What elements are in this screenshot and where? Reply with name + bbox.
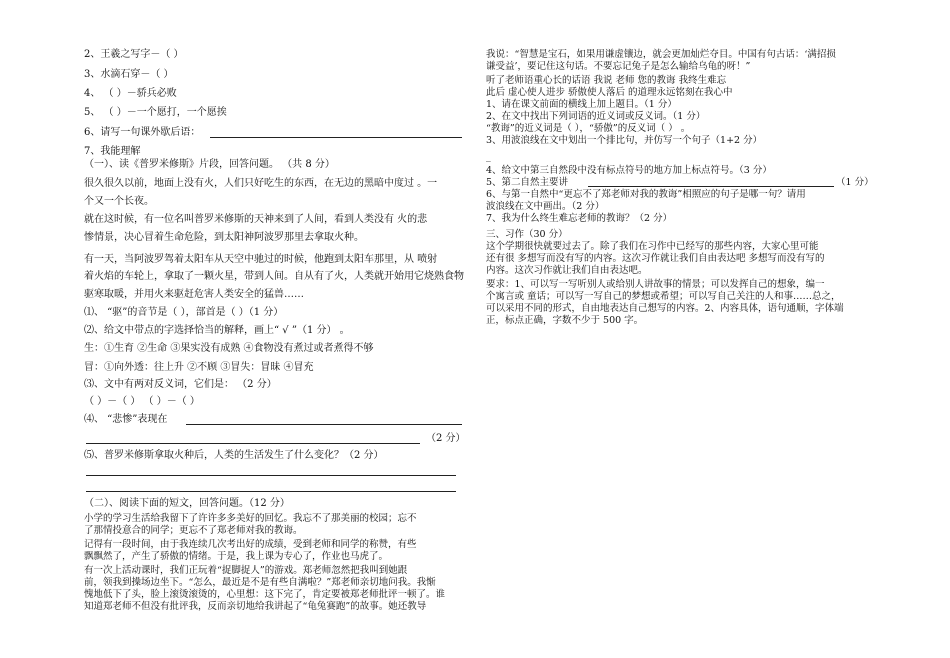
left-line: 个又一个长夜。 [84, 196, 154, 207]
left-line: 3、水滴石穿－（ ） [84, 69, 174, 80]
right-line: 个寓言或 童话；可以写一写自己的梦想或希望；可以写自己关注的人和事……总之， [486, 291, 841, 302]
right-line: 波浪线在文中画出。（2 分） [486, 201, 605, 212]
right-line: （1 分） [836, 177, 874, 188]
left-line: 驱寒取暖，并用火来驱赶危害人类安全的猛兽…… [84, 289, 304, 300]
left-line: 就在这时候，有一位名叫普罗米修斯的天神来到了人间，看到人类没有 火的悲 [84, 214, 428, 225]
left-line: ⑶、文中有两对反义词，它们是： （2 分） [84, 379, 277, 390]
right-line: 6、与第一自然中“更忘不了郑老师对我的教诲”相照应的句子是哪一句？请用 [486, 189, 806, 200]
left-line: 5、 （ ）－一个愿打，一个愿挨 [84, 107, 227, 118]
left-line: 知道郑老师不但没有批评我，反而亲切地给我讲起了“龟兔赛跑”的故事。她还教导 [84, 601, 427, 612]
right-line: 听了老师语重心长的话语 我说 老师 您的教诲 我终生难忘 [486, 75, 727, 86]
left-line: 7、我能理解 [84, 146, 141, 157]
left-line: ⑸、普罗米修斯拿取火种后，人类的生活发生了什么变化？（2 分） [84, 450, 384, 461]
right-line: _ [486, 151, 491, 162]
left-line: 愧地低下了头，脸上滚烫滚烫的，心里想：这下完了，肯定要被郑老师批评一顿了。谁 [84, 589, 446, 600]
right-line: 此后 虚心使人进步 骄傲使人落后 的道理永远铭刻在我心中 [486, 87, 733, 98]
left-line: 有一次上活动课时，我们正玩着“捉脚捉人”的游戏。郑老师忽然把我叫到她跟 [84, 565, 408, 576]
left-line: （二）、阅读下面的短文，回答问题。（12 分） [84, 498, 290, 509]
right-line: 内容。这次习作就让我们自由表达吧。 [486, 265, 648, 276]
left-line: 2、王羲之写字－（ ） [84, 49, 184, 60]
left-line: 小学的学习生活给我留下了许许多多美好的回忆。我忘不了那美丽的校园；忘不 [84, 513, 417, 524]
answer-line-4-b [86, 443, 420, 444]
right-line: 1、请在课文前面的横线上加上题目。（1 分） [486, 99, 677, 110]
right-line: 7、我为什么终生难忘老师的教诲？（2 分） [486, 213, 673, 224]
right-line: 2、在文中找出下列词语的近义词或反义词。（1 分） [486, 111, 706, 122]
left-line: （ ）－（ ） （ ）－（ ） [84, 396, 200, 407]
right-line: 我说：“智慧是宝石，如果用谦虚镶边，就会更加灿烂夺目。中国有句古话：‘满招损 [486, 49, 836, 60]
right-line: 正，标点正确，字数不少于 500 字。 [486, 315, 644, 326]
left-line: 前，领我到操场边坐下。“怎么，最近是不是有些自满啦？”郑老师亲切地问我。我惭 [84, 577, 436, 588]
left-line: 4、 （ ）－骄兵必败 [84, 88, 177, 99]
answer-line-5-a [86, 475, 456, 476]
left-line: 飘飘然了，产生了骄傲的情绪。于是，我上课为专心了，作业也马虎了。 [84, 551, 389, 562]
answer-line-r5 [588, 186, 834, 187]
right-line: 可以采用不同的形式，自由地表达自己想写的内容。2、内容具体，语句通顺，字体端 [486, 303, 844, 314]
right-line: 谦受益’，要记住这句话。不要忘记兔子是怎么输给乌龟的呀！” [486, 61, 751, 72]
left-line: 了那情投意合的同学；更忘不了郑老师对我的教诲。 [84, 525, 303, 536]
left-line: ⑵、给文中带点的字选择恰当的解释，画上“ √ ”（1 分） 。 [84, 325, 350, 336]
left-line: ⑴、 “驱”的音节是（ ），部首是（ ）（1 分） [84, 307, 284, 318]
answer-line-4-a [186, 424, 462, 425]
left-line: 有一天，当阿波罗驾着太阳车从天空中驰过的时候，他跑到太阳车那里，从 喷射 [84, 254, 438, 265]
left-line: 惨情景，决心冒着生命危险，到太阳神阿波罗那里去拿取火种。 [84, 232, 364, 243]
answer-line-q6 [210, 137, 462, 138]
right-line: 3、用波浪线在文中划出一个排比句，并仿写一个句子（1+2 分） [486, 135, 763, 146]
right-line: “教诲”的近义词是（ ），“骄傲”的反义词（ ） 。 [486, 123, 691, 134]
left-line: （一）、读《普罗米修斯》片段，回答问题。 （共 8 分） [84, 159, 335, 170]
left-line: 冒：①向外透：往上升 ②不顾 ③冒失：冒昧 ④冒充 [84, 362, 314, 373]
right-line: 4、给文中第三自然段中没有标点符号的地方加上标点符号。（3 分） [486, 165, 772, 176]
left-line: （2 分） [426, 433, 466, 444]
left-line: 记得有一段时间，由于我连续几次考出好的成绩，受到老师和同学的称赞，有些 [84, 539, 417, 550]
right-line: 三、习作（30 分） [486, 229, 568, 240]
right-line: 5、第二自然主要讲 [486, 177, 569, 188]
right-line: 还有很 多想写而没有写的内容。这次习作就让我们自由表达吧 多想写而没有写的 [486, 253, 825, 264]
answer-line-5-b [86, 491, 456, 492]
left-line: ⑷、 “悲惨”表现在 [84, 414, 168, 425]
left-line: 生：①生育 ②生命 ③果实没有成熟 ④食物没有煮过或者煮得不够 [84, 343, 374, 354]
left-line: 着火焰的车轮上，拿取了一颗火星，带到人间。自从有了火，人类就开始用它烧熟食物 [84, 271, 464, 282]
right-line: 这个学期很快就要过去了。除了我们在习作中已经写的那些内容，大家心里可能 [486, 241, 819, 252]
left-line: 很久很久以前，地面上没有火，人们只好吃生的东西，在无边的黑暗中度过 。一 [84, 178, 438, 189]
left-line: 6、请写一句课外歇后语： [84, 127, 201, 138]
right-line: 要求：1、可以写一写听别人或给别人讲故事的情景；可以发挥自己的想象，编一 [486, 279, 825, 290]
